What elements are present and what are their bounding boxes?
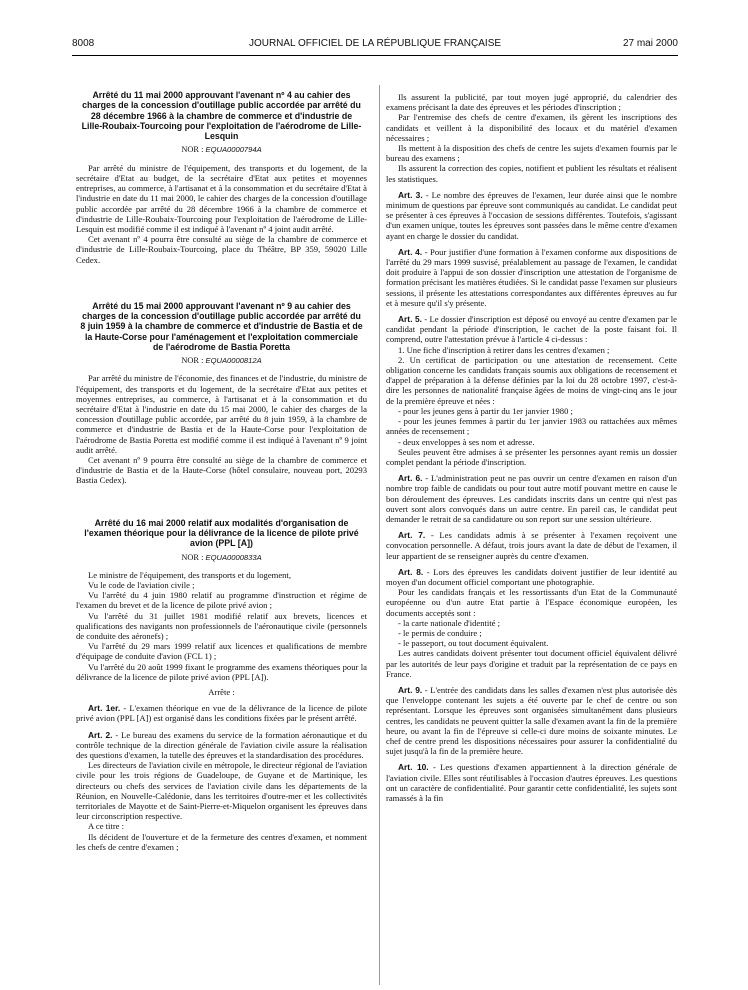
article-5: Art. 5. - Le dossier d'inscription est déposé ou envoyé au centre d'examen par le candidat pendant la période d'inscription, le cachet de la poste faisant foi. Il comprend, outre l'attestation prévue à l'article 4 ci-dessus : — [386, 314, 677, 345]
paragraph: 1. Une fiche d'inscription à retirer dans les centres d'examen ; — [398, 344, 610, 355]
paragraph: Vu l'arrêté du 29 mars 1999 relatif aux licences et qualifications de membre d'équipage de conduite d'avion (FCL 1) ; — [76, 641, 367, 662]
paragraph: 2. Un certificat de participation ou une attestation de recensement. Cette obligation concerne les candidats français soumis aux obligations de recensement et d'appel de préparation à la défense définies par la loi du 28 octobre 1997, c'est-à-dire les personnes de nationalité française âgées de moins de vingt-cinq ans le jour de la première épreuve et nées : — [386, 354, 677, 406]
article-4: Art. 4. - Pour justifier d'une formation à l'examen conforme aux dispositions de l'arrêté du 29 mars 1999 susvisé, préalablement au passage de l'examen, le candidat doit produire à l'appui de son dossier d'inscription une attestation de l'organisme de formation précisant les matières étudiées. Si le candidat passe l'examen sur plusieurs sessions, il présente les attestations correspondantes aux différentes épreuves au fur et à mesure qu'il s'y présente. — [386, 246, 677, 308]
decree-title: Arrêté du 15 mai 2000 approuvant l'avenant nº 9 au cahier des charges de la concession d'outillage public accordée par arrêté du 8 juin 1959 à la chambre de commerce et d'industrie de Bastia et de la Haute-Corse pour l'aménagement et l'exploitation commerciale de l'aérodrome de Bastia Poretta — [80, 300, 363, 352]
page-header — [72, 38, 678, 52]
list-item: - la carte nationale d'identité ; — [398, 617, 501, 628]
paragraph: Pour les candidats français et les ressortissants d'un Etat de la Communauté européenne ou d'un autre Etat partie à l'Espace économique européen, les documents acceptés sont : — [386, 587, 677, 618]
article-1: Art. 1er. - L'examen théorique en vue de la délivrance de la licence de pilote privé avion (PPL [A]) est organisé dans les conditions fixées par le présent arrêté. — [76, 703, 367, 724]
article-9: Art. 9. - L'entrée des candidats dans les salles d'examen n'est plus autorisée dès que l'enveloppe contenant les sujets a été ouverte par le chef de centre ou son représentant. Lorsque les épreuves sont organisées simultanément dans plusieurs centres, les candidats ne peuvent quitter la salle d'examen avant la fin de la première heure, ou avant la fin de l'épreuve si celle-ci dure moins de soixante minutes. Le chef de centre prend les dispositions nécessaires pour assurer la confidentialité du sujet jusqu'à la fin de la première heure. — [386, 684, 677, 757]
nor-line: NOR : EQUA0000833A — [181, 552, 262, 562]
paragraph: Par arrêté du ministre de l'équipement, des transports et du logement, de la secrétaire d'Etat au budget, de la secrétaire d'Etat aux petites et moyennes entreprises, au commerce, à l'artisanat et à la consommation et du secrétaire d'Etat à l'industrie en date du 11 mai 2000, le cahier des charges de la concession d'outillage public accordée par arrêté du 28 décembre 1966 à la chambre de commerce et d'industrie de Lille-Roubaix-Tourcoing pour l'exploitation de l'aérodrome de Lille-Lesquin est modifié comme il est indiqué à l'avenant nº 4 joint audit arrêté. — [76, 162, 367, 234]
paragraph: Vu le code de l'aviation civile ; — [88, 579, 195, 590]
paragraph: Vu l'arrêté du 31 juillet 1981 modifié relatif aux brevets, licences et qualifications des navigants non professionnels de l'aéronautique civile (personnels de conduite des aéronefs) ; — [76, 610, 367, 641]
list-item: - le passeport, ou tout document équivalent. — [398, 638, 549, 649]
paragraph: Les directeurs de l'aviation civile en métropole, le directeur régional de l'aviation civile pour les trois régions de Guadeloupe, de Guyane et de Martinique, les directeurs ou chefs des services de l'aviation civile dans les départements de la Réunion, en Nouvelle-Calédonie, dans les territoires d'outre-mer et les collectivités territoriales de Mayotte et de Saint-Pierre-et-Miquelon organisent les épreuves dans leur circonscription respective. — [76, 760, 367, 822]
paragraph: Les autres candidats doivent présenter tout document officiel équivalent délivré par les autorités de leur pays d'origine et traduit par la représentation de ce pays en France. — [386, 648, 677, 679]
paragraph: Vu l'arrêté du 20 août 1999 fixant le programme des examens théoriques pour la délivrance de la licence de pilote privé avion (PPL [A]). — [76, 661, 367, 682]
paragraph: Le ministre de l'équipement, des transports et du logement, — [88, 569, 291, 580]
paragraph: Ils décident de l'ouverture et de la fermeture des centres d'examen, et nomment les chefs de centre d'examen ; — [76, 831, 367, 852]
issue-date: 27 mai 2000 — [622, 38, 678, 49]
paragraph: Vu l'arrêté du 4 juin 1980 relatif au programme d'instruction et régime de l'examen du brevet et de la licence de pilote privé avion ; — [76, 590, 367, 611]
article-6: Art. 6. - L'administration peut ne pas ouvrir un centre d'examen en raison d'un nombre trop faible de candidats ou pour tout autre motif pouvant mettre en cause le bon déroulement des épreuves. Les candidats inscrits dans un centre qui n'est pas ouvert sont alors convoqués dans un autre centre. En pareil cas, le candidat peut demander le retrait de sa candidature ou son report sur une session ultérieure. — [386, 473, 677, 524]
paragraph: Ils mettent à la disposition des chefs de centre les sujets d'examen fournis par le bureau des examens ; — [386, 143, 677, 164]
arrete-heading: Arrête : — [208, 686, 235, 697]
column-separator — [379, 85, 380, 985]
article-7: Art. 7. - Les candidats admis à se présenter à l'examen reçoivent une convocation personnelle. A défaut, trois jours avant la date de début de l'examen, il leur appartient de se renseigner auprès du centre d'examen. — [386, 530, 677, 561]
list-item: - deux enveloppes à ses nom et adresse. — [398, 436, 535, 447]
nor-code: EQUA0000794A — [205, 145, 262, 155]
right-column — [386, 92, 677, 803]
list-item: - pour les jeunes femmes à partir du 1er janvier 1983 ou rattachées aux mêmes années de recensement ; — [386, 416, 677, 437]
paragraph: Cet avenant nº 9 pourra être consulté au siège de la chambre de commerce et d'industrie de Bastia et de la Haute-Corse (hôtel consulaire, nouveau port, 20293 Bastia Cedex). — [76, 455, 367, 486]
nor-code: EQUA0000833A — [205, 552, 262, 562]
article-8: Art. 8. - Lors des épreuves les candidats doivent justifier de leur identité au moyen d'un document officiel comportant une photographie. — [386, 566, 677, 587]
article-2: Art. 2. - Le bureau des examens du service de la formation aéronautique et du contrôle technique de la direction générale de l'aviation civile assure la réalisation des questions d'examen, la tutelle des épreuves et la standardisation des procédures. — [76, 729, 367, 760]
decree-title: Arrêté du 11 mai 2000 approuvant l'avenant nº 4 au cahier des charges de la concession d'outillage public accordée par arrêté du 28 décembre 1966 à la chambre de commerce et d'industrie de Lille-Roubaix-Tourcoing pour l'exploitation de l'aérodrome de Lille-Lesquin — [81, 90, 362, 142]
list-item: - le permis de conduire ; — [398, 627, 482, 638]
nor-code: EQUA0000812A — [205, 356, 262, 366]
paragraph: Par l'entremise des chefs de centre d'examen, ils gèrent les inscriptions des candidats et veillent à la disponibilité des locaux et du matériel d'examen nécessaires ; — [386, 112, 677, 143]
header-rule — [72, 55, 678, 56]
paragraph: Seules peuvent être admises à se présenter les personnes ayant remis un dossier complet pendant la période d'inscription. — [386, 446, 677, 467]
article-3: Art. 3. - Le nombre des épreuves de l'examen, leur durée ainsi que le nombre minimum de questions par épreuve sont communiqués au candidat. Le candidat peut se présenter à ces épreuves à l'occasion de sessions différentes. Toutefois, s'agissant d'un examen unique, toutes les épreuves sont passées dans le même centre d'examen ayant en charge le dossier du candidat. — [386, 189, 677, 241]
left-column — [76, 90, 367, 852]
paragraph: A ce titre : — [88, 821, 125, 832]
article-10: Art. 10. - Les questions d'examen appartiennent à la direction générale de l'aviation civile. Elles sont réutilisables à l'occasion d'autres épreuves. Les questions ont un caractère de confidentialité. Pour garantir cette confidentialité, les sujets sont ramassés à la fin — [386, 762, 677, 803]
paragraph: Cet avenant nº 4 pourra être consulté au siège de la chambre de commerce et d'industrie de Lille-Roubaix-Tourcoing, place du Théâtre, BP 359, 59020 Lille Cedex. — [76, 234, 367, 265]
paragraph: Ils assurent la correction des copies, notifient et publient les résultats et réalisent les statistiques. — [386, 163, 677, 184]
paragraph: Par arrêté du ministre de l'économie, des finances et de l'industrie, du ministre de l'équipement, des transports et du logement, de la secrétaire d'Etat aux petites et moyennes entreprises, au commerce, à l'artisanat et à la consommation et du secrétaire d'Etat à l'industrie en date du 15 mai 2000, le cahier des charges de la concession d'outillage public accordée, par arrêté du 8 juin 1959, à la chambre de commerce et d'industrie de Bastia et de la Haute-Corse pour l'exploitation de l'aérodrome de Bastia Poretta est modifié comme il est indiqué à l'avenant nº 9 joint audit arrêté. — [76, 373, 367, 455]
nor-line: NOR : EQUA0000794A — [181, 145, 262, 155]
page-number: 8008 — [72, 38, 95, 49]
decree-title: Arrêté du 16 mai 2000 relatif aux modalités d'organisation de l'examen théorique pour la délivrance de la licence de pilote privé avion (PPL [A]) — [84, 517, 359, 549]
paragraph: Ils assurent la publicité, par tout moyen jugé approprié, du calendrier des examens précisant la date des épreuves et les périodes d'inscription ; — [386, 92, 677, 113]
nor-line: NOR : EQUA0000812A — [181, 356, 262, 366]
journal-title: JOURNAL OFFICIEL DE LA RÉPUBLIQUE FRANÇAISE — [248, 38, 502, 49]
list-item: - pour les jeunes gens à partir du 1er janvier 1980 ; — [398, 405, 573, 416]
